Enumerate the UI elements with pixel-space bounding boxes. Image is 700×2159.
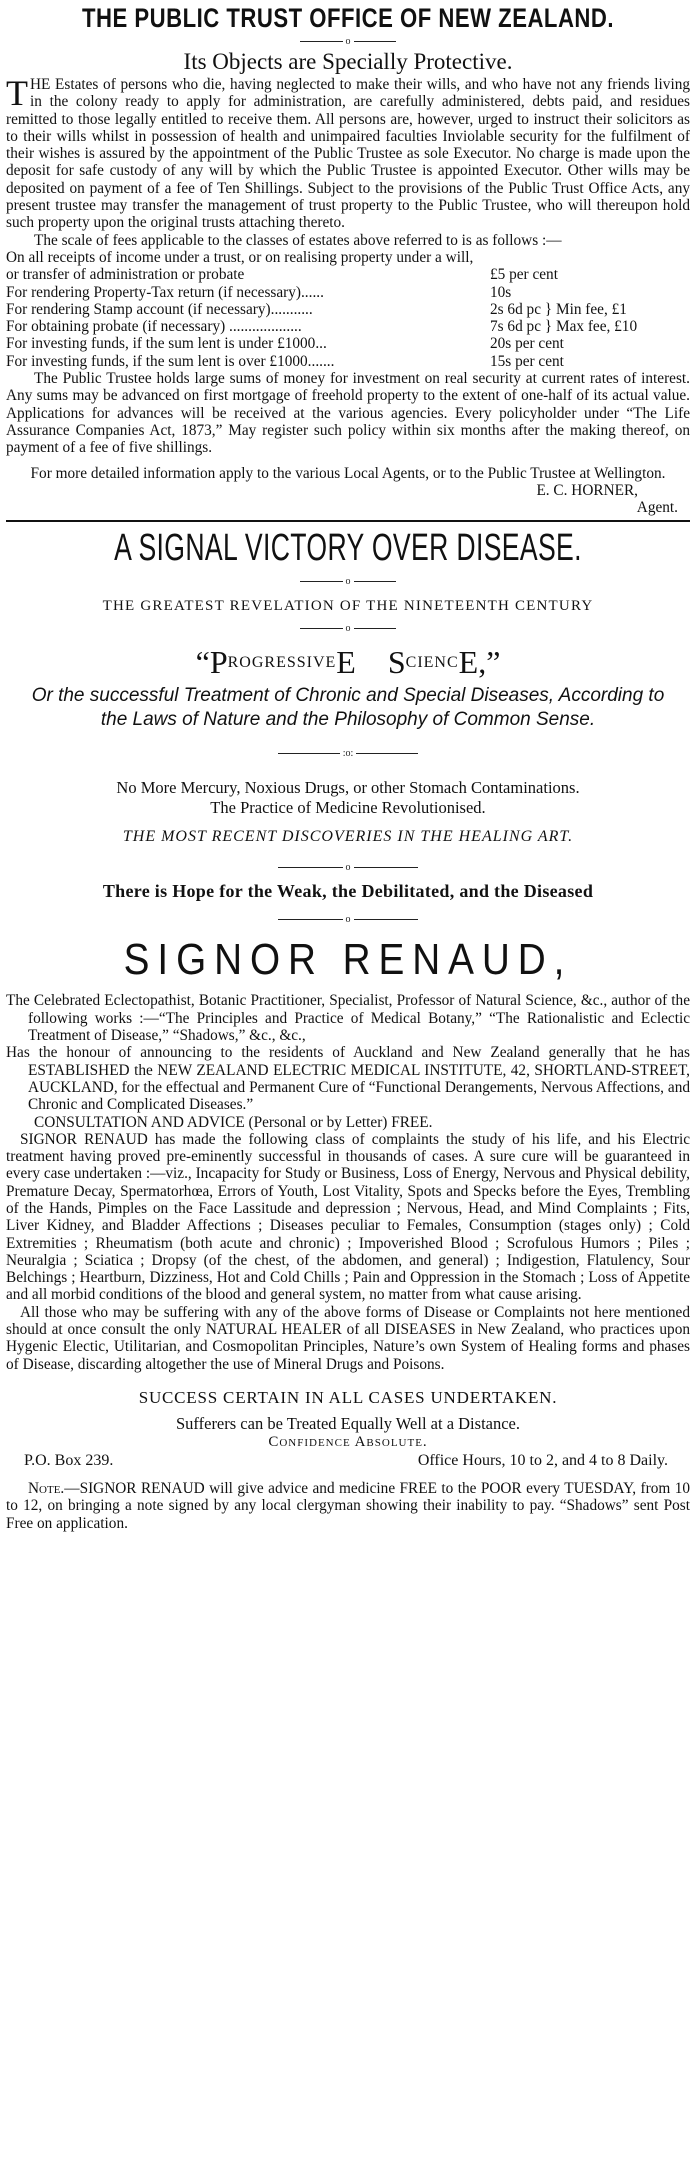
trust-paragraph-3: For more detailed information apply to the various Local Agents, or to the Public Trustee at Wellington. xyxy=(30,464,666,482)
recent-discoveries-line: THE MOST RECENT DISCOVERIES IN THE HEALING ART. xyxy=(122,828,574,846)
fee-amount: 15s per cent xyxy=(490,352,564,370)
fee-amount: 20s per cent xyxy=(490,335,564,353)
trust-paragraph-1: T HE Estates of persons who die, having neglected to make their wills, and who have not any friends living in the colony ready to apply for administration, are carefully administered, debts paid, and residues remitted to those legally entitled to receive them. All persons are, however, urged to instruct their solicitors as to their wills whilst in possession of health and unimpaired faculties Inviolable security for the fulfilment of their wishes is assured by the appointment of the Public Trustee as sole Executor. No charge is made upon the deposit for safe custody of any will by which the Public Trustee is appointed Executor. Other wills may be deposited on payment of a fee of Ten Shillings. Subject to the provisions of the Public Trust Office Acts, any present trustee may transfer the management of trust property to the Public Trustee, who will thereupon hold such property upon the original trusts attaching thereto. xyxy=(6,73,690,232)
fee-label: For investing funds, if the sum lent is over £1000....... xyxy=(6,352,335,370)
renaud-advert xyxy=(6,526,690,1531)
fee-row xyxy=(6,335,690,352)
sufferers-line: Sufferers can be Treated Equally Well at a Distance. xyxy=(176,1413,520,1433)
fee-amount: 10s xyxy=(490,283,512,301)
renaud-intro: The Celebrated Eclectopathist, Botanic Practitioner, Specialist, Professor of Natural Science, &c., author of the following works :—“The Principles and Practice of Medical Botany,” “The Rationalistic and Eclectic Treatment of Disease,” “Shadows,” &c., &c., xyxy=(6,992,690,1045)
revelation-line: THE GREATEST REVELATION OF THE NINETEENTH CENTURY xyxy=(102,598,594,615)
no-mercury-line: No More Mercury, Noxious Drugs, or other Stomach Contaminations. xyxy=(116,778,580,798)
fee-label: For rendering Stamp account (if necessary)........... xyxy=(6,300,313,318)
fee-row xyxy=(6,318,690,335)
fee-row xyxy=(6,353,690,370)
signature-role: Agent. xyxy=(636,499,678,517)
ornamental-divider: o xyxy=(6,574,690,588)
ornamental-divider: o xyxy=(6,860,690,874)
practice-line: The Practice of Medicine Revolutionised. xyxy=(210,798,486,818)
office-info xyxy=(6,1451,690,1470)
dropcap: T xyxy=(6,73,28,113)
fee-amount: 7s 6d pc } Max fee, £10 xyxy=(490,318,638,336)
fee-row xyxy=(6,249,690,284)
office-hours: Office Hours, 10 to 2, and 4 to 8 Daily. xyxy=(417,1451,668,1469)
confidence-line: Confidence Absolute. xyxy=(268,1433,428,1450)
public-trust-advert xyxy=(6,0,690,516)
fee-label: For obtaining probate (if necessary) ................... xyxy=(6,318,302,336)
hope-line: There is Hope for the Weak, the Debilitated, and the Diseased xyxy=(102,881,594,902)
ornamental-divider: o xyxy=(6,912,690,926)
ornamental-divider: o xyxy=(6,34,690,48)
victory-headline: A SIGNAL VICTORY OVER DISEASE. xyxy=(114,527,582,570)
fee-row xyxy=(6,301,690,318)
fee-amount: 2s 6d pc } Min fee, £1 xyxy=(490,300,627,318)
progressive-science-title: “PROGRESSIVEE SCIENCE,” xyxy=(195,644,501,681)
renaud-honour: Has the honour of announcing to the residents of Auckland and New Zealand generally that he has ESTABLISHED the NEW ZEALAND ELECTRIC MEDICAL INSTITUTE, 42, SHORTLAND-STREET, AUCKLAND, for the effectual and Permanent Cure of “Functional Derangements, Nervous Affections, and Chronic and Complicated Diseases.” xyxy=(6,1044,690,1114)
ornamental-divider: :o: xyxy=(6,746,690,760)
fee-label: On all receipts of income under a trust, or on realising property under a will, or transfer of administration or probate xyxy=(6,248,474,284)
fee-label: For investing funds, if the sum lent is under £1000... xyxy=(6,335,327,353)
trust-title: THE PUBLIC TRUST OFFICE OF NEW ZEALAND. xyxy=(81,3,615,33)
tagline: Or the successful Treatment of Chronic and Special Diseases, According to the Laws of Nature and the Philosophy of Common Sense. xyxy=(31,685,665,731)
fee-amount: £5 per cent xyxy=(490,266,558,284)
renaud-name: SIGNOR RENAUD, xyxy=(123,935,573,985)
complaints-paragraph: SIGNOR RENAUD has made the following class of complaints the study of his life, and his Electric treatment having proved pre-eminently successful in thousands of cases. A sure cure will be guaranteed in every case undertaken :—viz., Incapacity for Study or Business, Loss of Energy, Nervous and Physical debility, Premature Decay, Spermatorhœa, Errors of Youth, Lost Vitality, Spots and Specks before the Eyes, Trembling of the Hands, Pimples on the Face Lassitude and depression ; Nervous, Head, and Mind Complaints ; Fits, Liver Kidney, and Bladder Affections ; Diseases peculiar to Females, Consumption (stages only) ; Cold Extremities ; Rheumatism (both acute and chronic) ; Impoverished Blood ; Scrofulous Humors ; Piles ; Neuralgia ; Sciatica ; Dropsy (of the chest, of the abdomen, and general) ; Indigestion, Flatulency, Sour Belchings ; Heartburn, Dizziness, Hot and Cold Chills ; Pain and Oppression in the Stomach ; Loss of Appetite and all morbid conditions of the blood and general system, no matter from what cause arising. xyxy=(6,1130,690,1304)
success-line: SUCCESS CERTAIN IN ALL CASES UNDERTAKEN. xyxy=(138,1387,558,1407)
ornamental-divider: o xyxy=(6,621,690,635)
note-label: Note. xyxy=(28,1479,65,1497)
note-paragraph: Note.—SIGNOR RENAUD will give advice and medicine FREE to the POOR every TUESDAY, from 10 to 12, on bringing a note signed by any local clergyman showing their inability to pay. “Shadows” sent Post Free on application. xyxy=(6,1479,690,1532)
all-those-paragraph: All those who may be suffering with any of the above forms of Disease or Complaints not here mentioned should at once consult the only NATURAL HEALER of all DISEASES in New Zealand, who practices upon Hygenic Electic, Utilitarian, and Cosmopolitan Principles, Nature’s own System of Healing forms and phases of Disease, discarding altogether the use of Mineral Drugs and Poisons. xyxy=(6,1303,690,1373)
po-box: P.O. Box 239. xyxy=(24,1451,114,1469)
fee-row xyxy=(6,284,690,301)
trust-paragraph-2: The Public Trustee holds large sums of money for investment on real security at current rates of interest. Any sums may be advanced on first mortgage of freehold property to the extent of one-half of its actual value. Applications for advances will be received at the various agencies. Every policyholder under “The Life Assurance Companies Act, 1873,” May register such policy within six months after the making thereof, on payment of a fee of five shillings. xyxy=(6,370,690,457)
scale-intro: The scale of fees applicable to the classes of estates above referred to is as follows :— xyxy=(34,231,562,249)
signature-name: E. C. HORNER, xyxy=(536,481,638,499)
consultation-line: CONSULTATION AND ADVICE (Personal or by Letter) FREE. xyxy=(34,1113,433,1131)
trust-subtitle: Its Objects are Specially Protective. xyxy=(183,49,513,74)
section-divider xyxy=(6,520,690,522)
fee-label: For rendering Property-Tax return (if necessary)...... xyxy=(6,283,324,301)
fee-table xyxy=(6,249,690,370)
